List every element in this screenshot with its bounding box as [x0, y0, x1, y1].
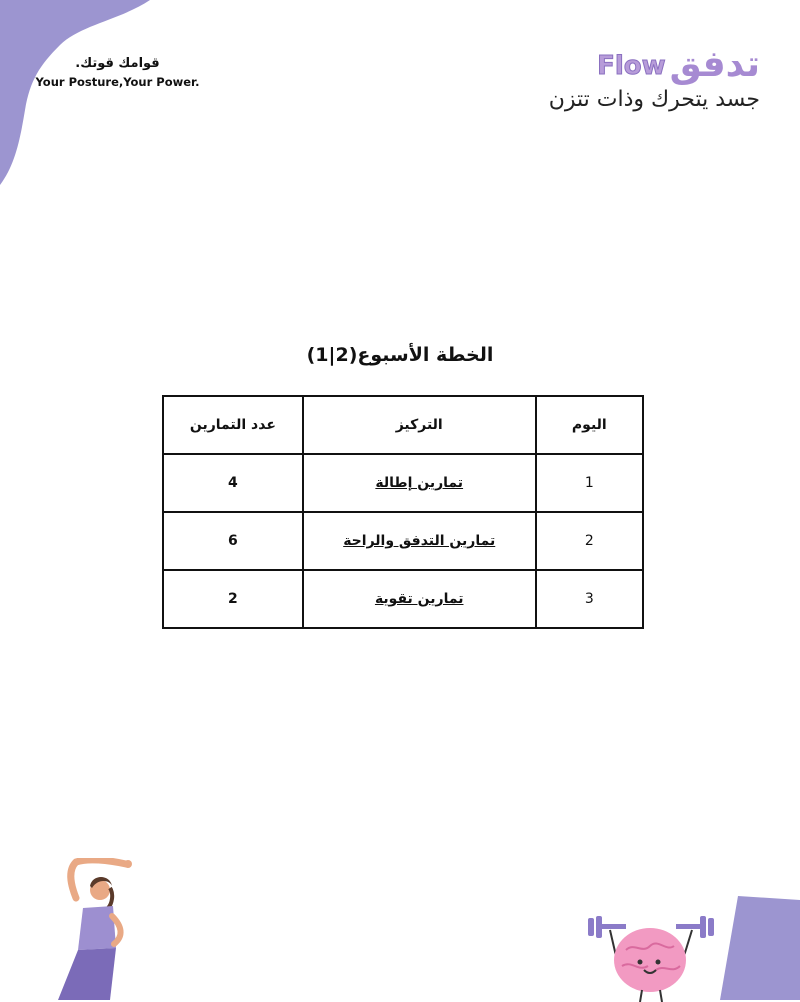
row-focus-link[interactable]: تمارين تقوية — [303, 570, 536, 628]
row-day: 3 — [536, 570, 643, 628]
header-day: اليوم — [536, 396, 643, 454]
brand-english: Flow — [597, 51, 666, 81]
row-focus-link[interactable]: تمارين إطالة — [303, 454, 536, 512]
slogan-arabic: قوامك قوتك. — [75, 56, 160, 71]
decorative-shape-bottom-right — [720, 896, 800, 1000]
table-row — [163, 570, 643, 628]
brain-weightlifting-illustration — [586, 910, 716, 1002]
row-count: 2 — [163, 570, 303, 628]
brand-arabic: تدفق — [669, 44, 760, 85]
table-header-row — [163, 396, 643, 454]
brand-tagline: جسد يتحرك وذات تتزن — [548, 87, 760, 112]
row-day: 2 — [536, 512, 643, 570]
header-focus: التركيز — [303, 396, 536, 454]
row-day: 1 — [536, 454, 643, 512]
slogan-english: Your Posture,Your Power. — [35, 75, 200, 89]
weekly-plan-table — [162, 395, 644, 629]
row-count: 4 — [163, 454, 303, 512]
slogan — [0, 56, 235, 89]
decorative-blob-top-left — [0, 0, 160, 190]
header-count: عدد التمارين — [163, 396, 303, 454]
table-row — [163, 512, 643, 570]
brand-name — [549, 44, 760, 85]
row-focus-link[interactable]: تمارين التدفق والراحة — [303, 512, 536, 570]
brand-logo — [549, 44, 760, 112]
row-count: 6 — [163, 512, 303, 570]
table-row — [163, 454, 643, 512]
stretching-woman-illustration — [48, 858, 138, 1000]
plan-title: الخطة الأسبوع(2|1) — [306, 344, 494, 366]
